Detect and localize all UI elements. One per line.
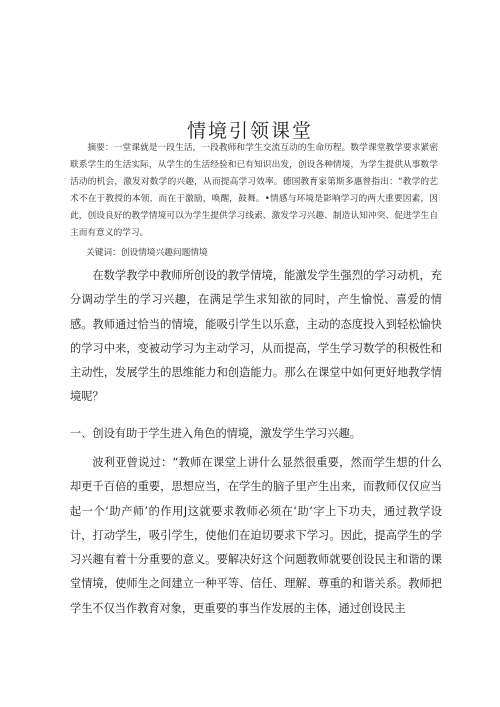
document-title: 情境引领课堂 [186, 120, 313, 142]
keywords-line: 关键词：创设情境兴趣问题情境 [86, 248, 208, 258]
body-paragraph-1: 在数学教学中教师所创设的教学情境，能激发学生强烈的学习动机，充分调动学生的学习兴趣，在满足学生求知欲的同时，产生愉悦、喜爱的情感。教师通过恰当的情境，能吸引学生以乐意，主动的态度投入到轻松愉快的学习中来，变被动学习为主动学习，从而提高，学生学习数学的积极性和主动性，发展学生的思维能力和创造能力。那么在课堂中如何更好地教学情境呢？ [70, 269, 442, 404]
body-paragraph-2: 波利亚曾说过：“教师在课堂上讲什么显然很重要，然而学生想的什么却更千百倍的重要，思想应当，在学生的脑子里产生出来，而教师仅仅应当起一个‘助产师’的作用J这就要求教师必须在‘助’字上下功夫，通过教学设计，打动学生，吸引学生，使他们在迫切要求下学习。因此，提高学生的学习兴趣有着十分重要的意义。要解决好这个问题教师就要创设民主和谐的课堂情境，使师生之间建立一种平等、信任、理解、尊重的和谐关系。教师把学生不仅当作教育对象，更重要的事当作发展的主体，通过创设民主 [70, 456, 442, 615]
abstract-paragraph: 摘要：一堂课就是一段生活，一段教师和学生交流互动的生命历程。数学课堂教学要求紧密联系学生的生活实际，从学生的生活经验和已有知识出发，创设各种情境，为学生提供从事数学活动的机会，激发对数学的兴趣，从而提高学习效率。德国教育家第斯多惠曾指出：“教学的艺术不在于教授的本领，而在于激励，唤醒，鼓舞。•情感与环境是影响学习的两大重要因素，因此，创设良好的教学情境可以为学生提供学习线索、激发学习兴趣、制造认知冲突、促进学生自主而有意义的学习。 [70, 143, 438, 238]
section-heading-1: 一、创设有助于学生进入角色的情境，激发学生学习兴趣。 [70, 427, 361, 440]
